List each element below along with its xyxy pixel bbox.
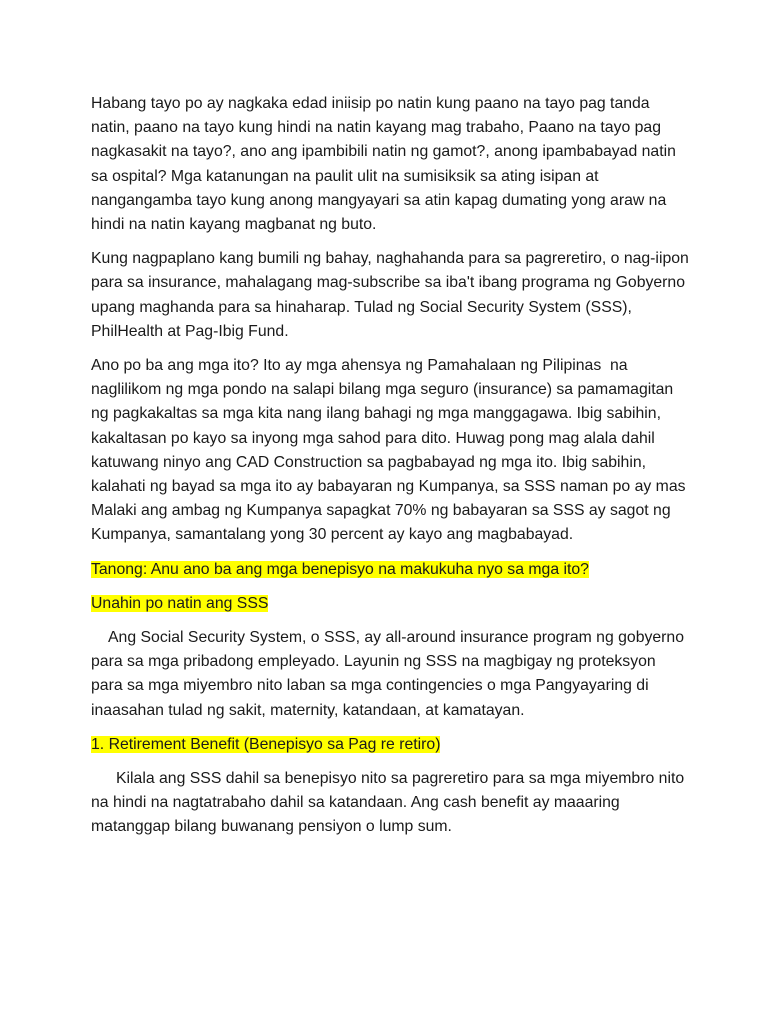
paragraph-retirement-description: Kilala ang SSS dahil sa benepisyo nito sa pagreretiro para sa mga miyembro nito na hindi na nagtatrabaho dahil sa katandaan. Ang cash benefit ay maaaring matanggap bilang buwanang pensiyon o lump sum. xyxy=(91,770,689,836)
heading-question xyxy=(91,558,691,582)
highlighted-sss: Unahin po natin ang SSS xyxy=(91,594,269,612)
paragraph-government-programs: Kung nagpaplano kang bumili ng bahay, naghahanda para sa pagreretiro, o nag-iipon para sa insurance, mahalagang mag-subscribe sa iba't ibang programa ng Gobyerno upang maghanda para sa hinaharap. Tulad ng Social Security System (SSS), PhilHealth at Pag-Ibig Fund. xyxy=(91,250,694,340)
document-page xyxy=(91,92,694,850)
highlighted-retirement: 1. Retirement Benefit (Benepisyo sa Pag re retiro) xyxy=(91,735,441,753)
heading-sss xyxy=(91,592,691,616)
highlighted-question: Tanong: Anu ano ba ang mga benepisyo na makukuha nyo sa mga ito? xyxy=(91,560,589,578)
paragraph-agencies: Ano po ba ang mga ito? Ito ay mga ahensya ng Pamahalaan ng Pilipinas na naglilikom ng mga pondo na salapi bilang mga seguro (insurance) sa pamamagitan ng pagkakaltas sa mga kita nang ilang bahagi ng mga manggagawa. Ibig sabihin, kakaltasan po kayo sa inyong mga sahod para dito. Huwag pong mag alala dahil katuwang ninyo ang CAD Construction sa pagbabayad ng mga ito. Ibig sabihin, kalahati ng bayad sa mga ito ay babayaran ng Kumpanya, sa SSS naman po ay mas Malaki ang ambag ng Kumpanya sapagkat 70% ng babayaran sa SSS ay sagot ng Kumpanya, samantalang yong 30 percent ay kayo ang magbabayad. xyxy=(91,357,690,544)
paragraph-intro: Habang tayo po ay nagkaka edad iniisip po natin kung paano na tayo pag tanda natin, paano na tayo kung hindi na natin kayang mag trabaho, Paano na tayo pag nagkasakit na tayo?, ano ang ipambibili natin ng gamot?, anong ipambabayad natin sa ospital? Mga katanungan na paulit ulit na sumisiksik sa ating isipan at nangangamba tayo kung anong mangyayari sa atin kapag dumating yong araw na hindi na natin kayang magbanat ng buto. xyxy=(91,95,681,234)
paragraph-sss-description: Ang Social Security System, o SSS, ay all-around insurance program ng gobyerno para sa mga pribadong empleyado. Layunin ng SSS na magbigay ng proteksyon para sa mga miyembro nito laban sa mga contingencies o mga Pangyayaring di inaasahan tulad ng sakit, maternity, katandaan, at kamatayan. xyxy=(91,629,689,719)
heading-retirement xyxy=(91,733,691,757)
